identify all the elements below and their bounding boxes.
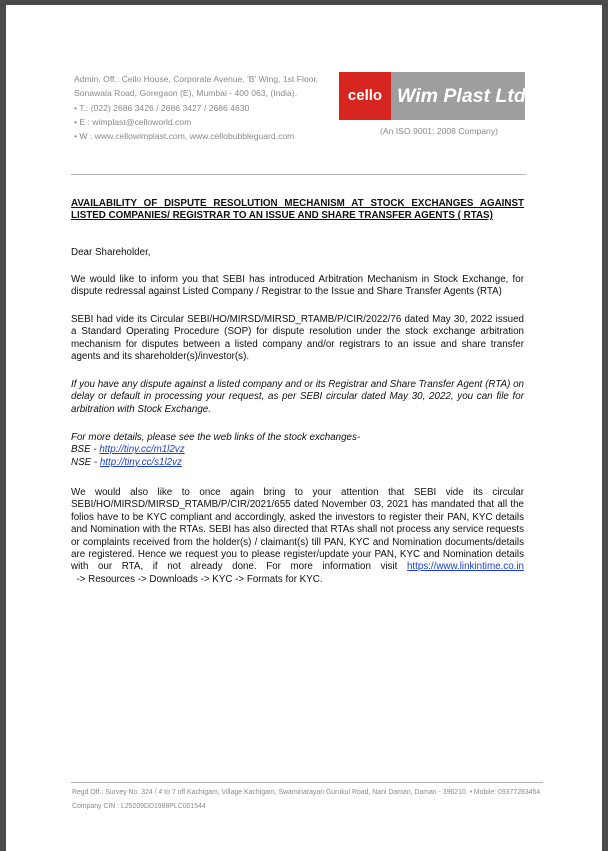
company-address-block	[74, 72, 318, 143]
company-logo	[339, 72, 532, 120]
paragraph-dispute-filing: If you have any dispute against a listed company and or its Registrar and Share Transfer Agent (RTA) on delay or default in processing your request, as per SEBI circular dated May 30, 2022, you can file for arbitration with Stock Exchange.	[71, 379, 524, 415]
registered-office-line: Regd Off.: Survey No. 324 / 4 to 7 off Kachigam, Village Kachigam, Swaminarayan Gurukul Road, Nani Daman, Daman - 396210. • Mobile: 09377283454	[72, 789, 541, 796]
paragraph-sebi-circular: SEBI had vide its Circular SEBI/HO/MIRSD/MIRSD_RTAMB/P/CIR/2022/76 dated May 30, 2022 issued a Standard Operating Procedure (SOP) for dispute resolution under the stock exchange arbitration mechanism for disputes between a listed company and/or registrars to an issue and share transfer agents and its shareholder(s)/investor(s).	[71, 314, 524, 363]
footer-divider	[71, 782, 543, 783]
paragraph-arbitration-intro: We would like to inform you that SEBI has introduced Arbitration Mechanism in Stock Exchange, for dispute redressal against Listed Company / Registrar to the Issue and Share Transfer Agents (RTA)	[71, 274, 524, 298]
details-intro: For more details, please see the web links of the stock exchanges-	[71, 432, 361, 443]
bse-label: BSE -	[71, 444, 100, 456]
address-line-1: Admin. Off.: Cello House, Corporate Avenue, 'B' Wing, 1st Floor,	[74, 74, 319, 84]
nse-link-line	[71, 457, 524, 469]
address-line-2: Sonawala Road, Goregaon (E), Mumbai - 400 063, (India).	[74, 88, 298, 99]
stock-exchange-links	[71, 432, 524, 469]
linkintime-link[interactable]: https://www.linkintime.co.in	[406, 561, 524, 573]
company-name-logo-text: Wim Plast Ltd.	[397, 85, 532, 107]
kyc-paragraph-tail: -> Resources -> Downloads -> KYC -> Formats for KYC.	[71, 573, 323, 585]
nse-link[interactable]: http://tiny.cc/s1l2vz	[99, 456, 182, 468]
website-line: • W : www.cellowimplast.com, www.cellobubbleguard.com	[74, 131, 295, 142]
bse-link[interactable]: http://tiny.cc/m1l2vz	[99, 444, 185, 456]
salutation: Dear Shareholder,	[71, 247, 151, 258]
company-cin-line: Company CIN : L25209DD1988PLC001544	[72, 803, 206, 810]
cello-brand-mark: cello	[339, 72, 391, 120]
header-divider	[71, 174, 526, 175]
iso-certification-note: (An ISO 9001: 2008 Company)	[380, 126, 498, 136]
email-line: • E : wimplast@celloworld.com	[74, 116, 192, 127]
phone-line: • T.: (022) 2686 3426 / 2686 3427 / 2686 4630	[74, 102, 250, 113]
notice-title: AVAILABILITY OF DISPUTE RESOLUTION MECHANISM AT STOCK EXCHANGES AGAINST LISTED COMPANIES/ REGISTRAR TO AN ISSUE AND SHARE TRANSFER AGENTS ( RTAS)	[71, 198, 524, 222]
bse-link-line	[71, 444, 524, 456]
footer	[72, 786, 540, 814]
paragraph-kyc-compliance	[71, 487, 524, 586]
kyc-paragraph-text: We would also like to once again bring to your attention that SEBI vide its circular SEBI/HO/MIRSD/MIRSD_RTAMB/P/CIR/2021/655 dated November 03, 2021 has mandated that all the folios have to be KYC compliant and accordingly, asked the investors to register their PAN, KYC details and Nomination with the RTAs. SEBI has also directed that RTAs shall not process any service requests or complaints received from the holder(s) / claimant(s) till PAN, KYC and Nomination documents/details are registered. Hence we request you to please register/update your PAN, KYC and Nomination details with our RTA, if not already done. For more information visit	[71, 487, 524, 573]
nse-label: NSE -	[71, 456, 100, 468]
